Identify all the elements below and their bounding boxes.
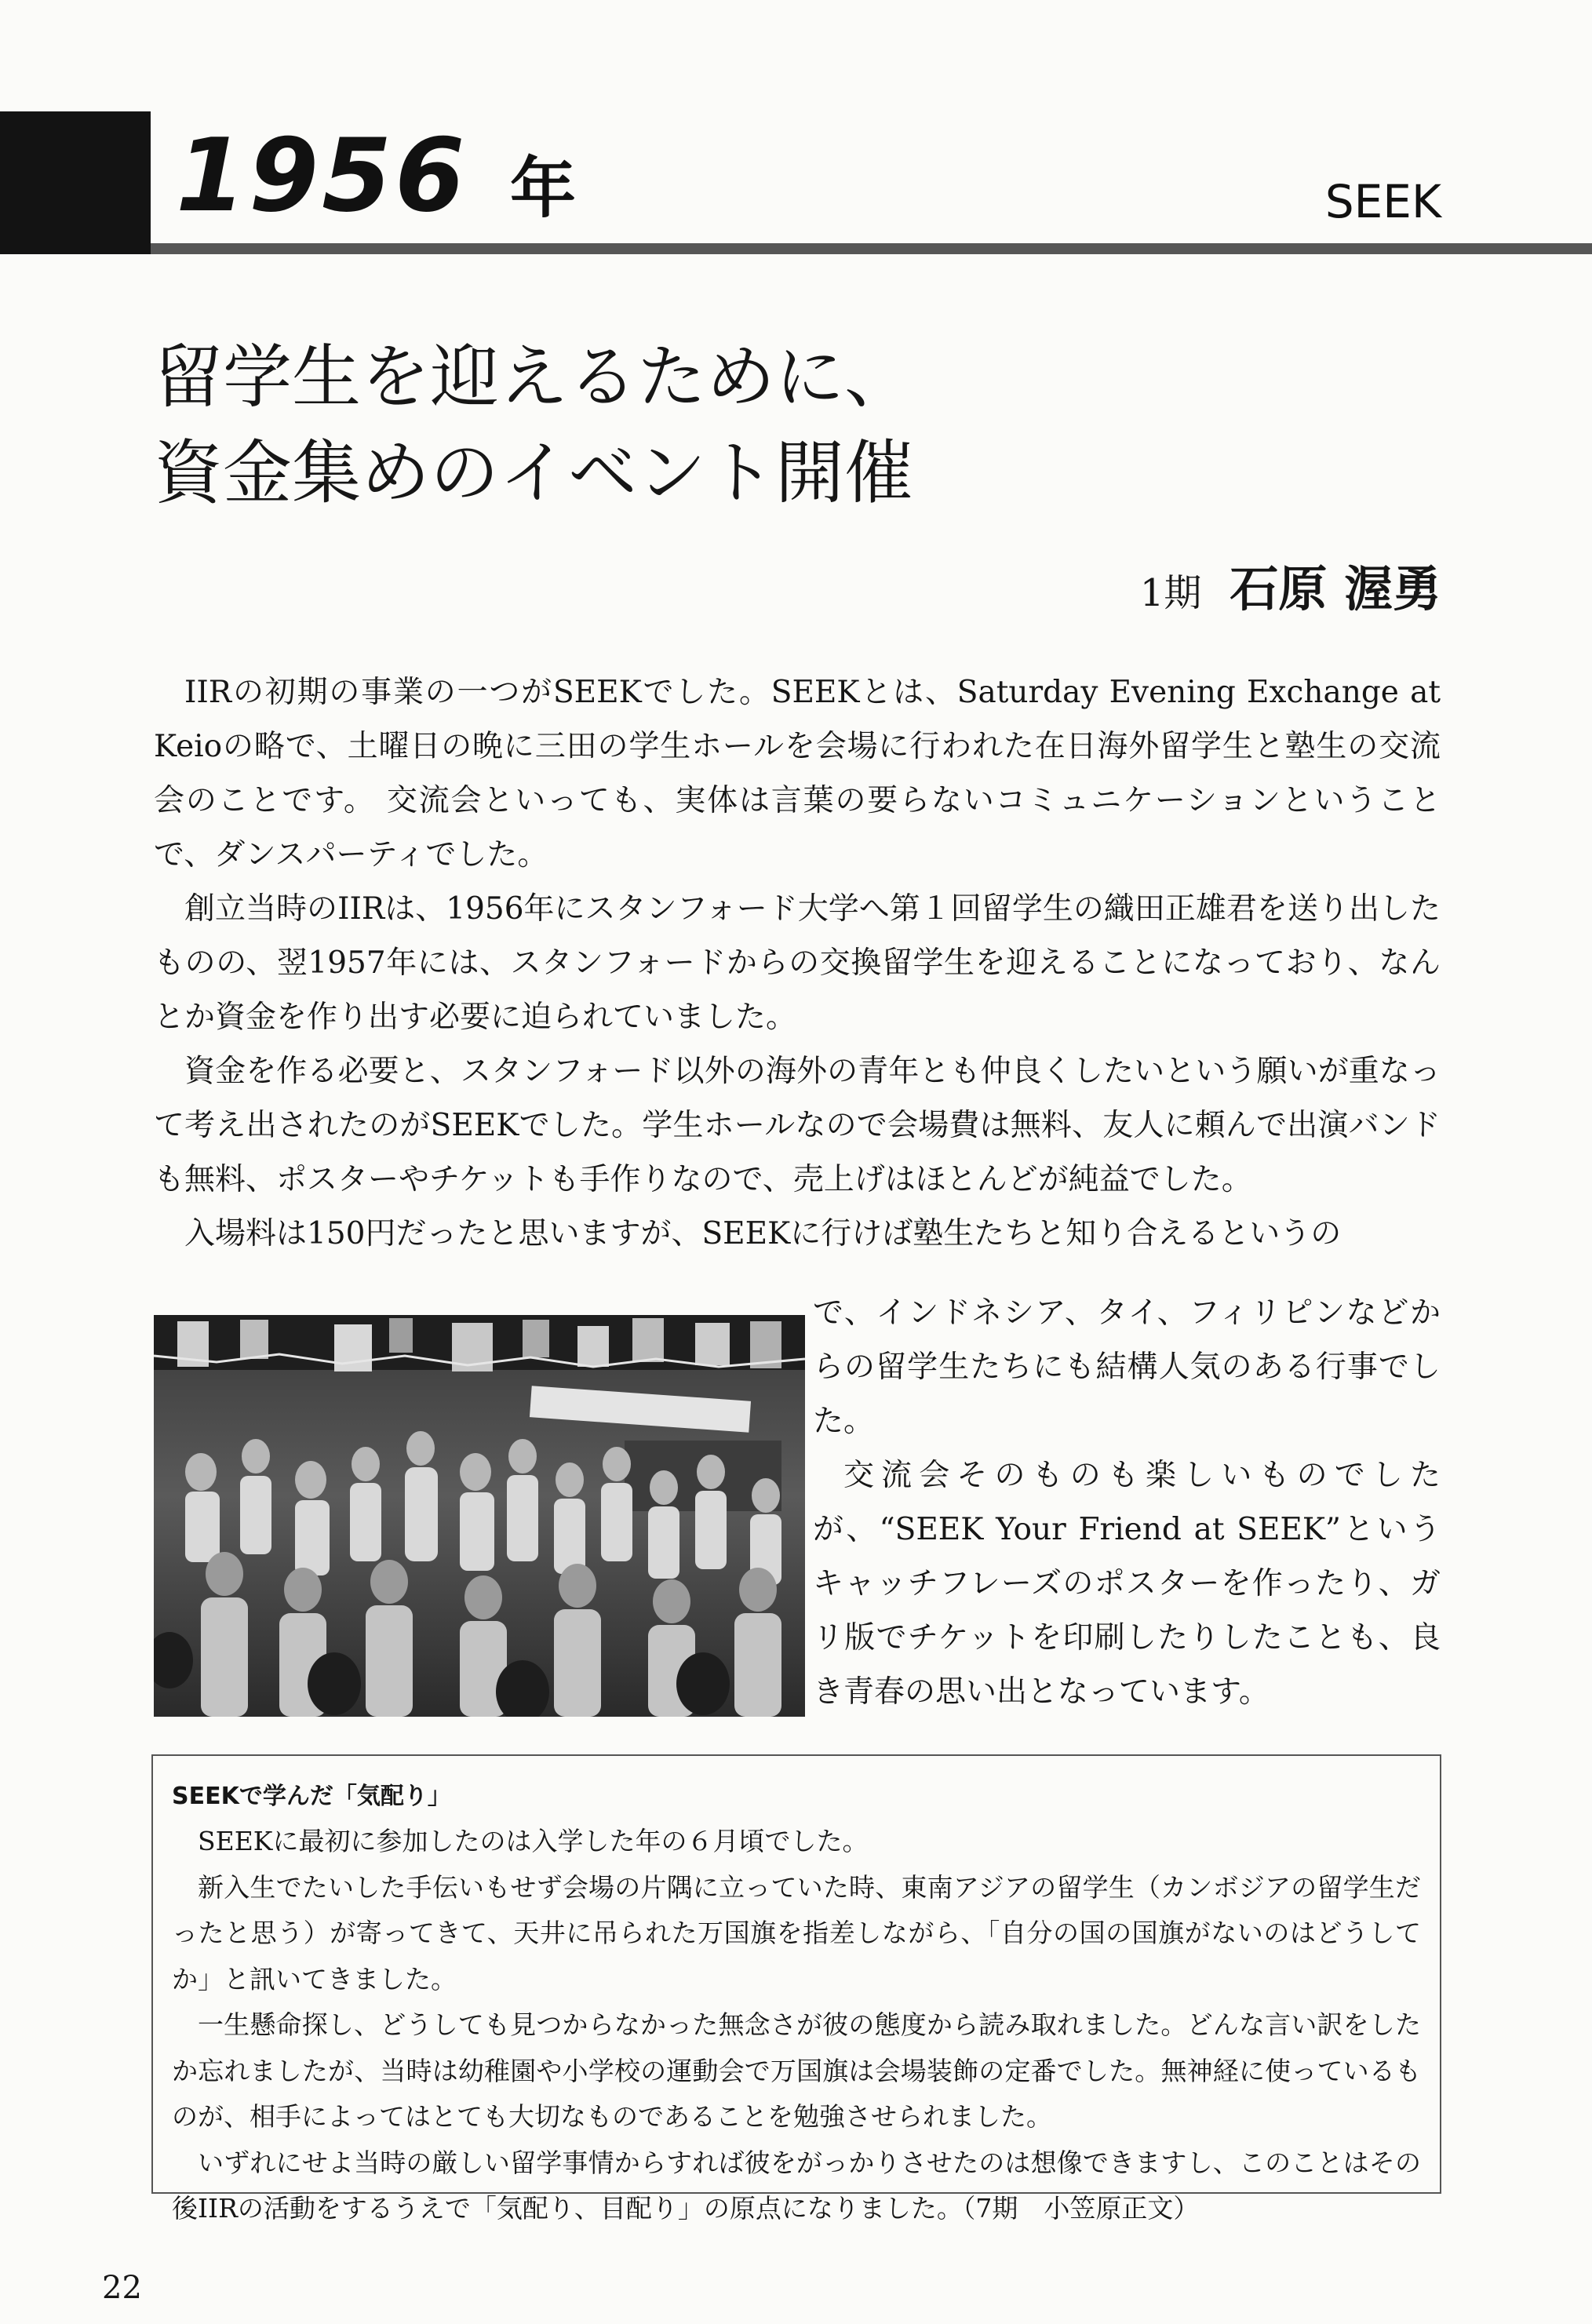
article-title	[154, 330, 1448, 521]
article-body	[154, 665, 1441, 1261]
year-suffix: 年	[510, 150, 577, 227]
body-paragraph: 入場料は150円だったと思いますが、SEEKに行けば塾生たちと知り合えるというの	[184, 1216, 1342, 1251]
sidebar-paragraph: 一生懸命探し、どうしても見つからなかった無念さが彼の態度から読み取れました。どんな言い訳をしたか忘れましたが、当時は幼稚園や小学校の運動会で万国旗は会場装飾の定番でした。無神経に使っているものが、相手によってはとても大切なものであることを勉強させられました。	[172, 2009, 1422, 2132]
article-title-line-2: 資金集めのイベント開催	[154, 432, 914, 513]
header-rule	[151, 243, 1592, 254]
body-paragraph: で、インドネシア、タイ、フィリピンなどからの留学生たちにも結構人気のある行事でした。	[813, 1295, 1441, 1439]
sidebar-box	[151, 1754, 1441, 2224]
header-block	[0, 111, 151, 254]
sidebar-title: SEEKで学んだ「気配り」	[172, 1783, 451, 1810]
sidebar-paragraph: いずれにせよ当時の厳しい留学事情からすれば彼をがっかりさせたのは想像できますし、このことはその後IIRの活動をするうえで「気配り、目配り」の原点になりました。（7期 小笠原正文）	[172, 2147, 1421, 2224]
body-paragraph: 創立当時のIIRは、1956年にスタンフォード大学へ第１回留学生の織田正雄君を送り出したものの、翌1957年には、スタンフォードからの交換留学生を迎えることになっており、なんとか資金を作り出す必要に迫られていました。	[154, 891, 1441, 1035]
section-label: SEEK	[1324, 175, 1441, 228]
author-byline	[1140, 559, 1441, 624]
article-title-line-1: 留学生を迎えるために、	[154, 337, 914, 417]
body-paragraph: 交流会そのものも楽しいものでしたが、“SEEK Your Friend at SEEK”というキャッチフレーズのポスターを作ったり、ガリ版でチケットを印刷したりしたことも、良き青春の思い出となっています。	[813, 1458, 1441, 1710]
page-number: 22	[102, 2270, 142, 2306]
author-period: 1期	[1139, 571, 1202, 615]
article-body-wrap	[813, 1286, 1441, 1719]
body-paragraph: IIRの初期の事業の一つがSEEKでした。SEEKとは、Saturday Evening Exchange at Keioの略で、土曜日の晩に三田の学生ホールを会場に行われた在日海外留学生と塾生の交流会のことです。 交流会といっても、実体は言葉の要らないコミュニケーションということで、ダンスパーティでした。	[154, 675, 1441, 872]
sidebar-paragraph: 新入生でたいした手伝いもせず会場の片隅に立っていた時、東南アジアの留学生（カンボジアの留学生だったと思う）が寄ってきて、天井に吊られた万国旗を指差しながら、「自分の国の国旗がないのはどうしてか」と訊いてきました。	[172, 1871, 1421, 1994]
dance-party-photo	[154, 1315, 805, 1717]
author-name: 石原 渥勇	[1230, 560, 1441, 617]
sidebar-paragraph: SEEKに最初に参加したのは入学した年の６月頃でした。	[198, 1826, 869, 1856]
year-heading: 1956	[176, 118, 468, 235]
body-paragraph: 資金を作る必要と、スタンフォード以外の海外の青年とも仲良くしたいという願いが重なって考え出されたのがSEEKでした。学生ホールなので会場費は無料、友人に頼んで出演バンドも無料、ポスターやチケットも手作りなので、売上げはほとんどが純益でした。	[154, 1054, 1441, 1197]
